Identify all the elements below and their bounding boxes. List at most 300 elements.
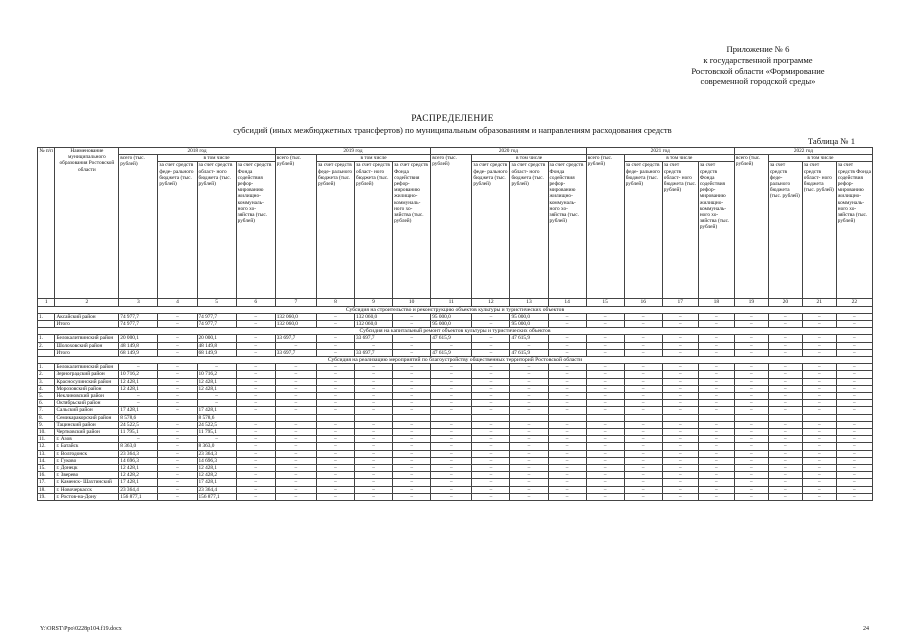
row-value: – xyxy=(236,313,275,320)
row-value: – xyxy=(662,479,698,486)
row-value: – xyxy=(802,321,836,328)
row-value: – xyxy=(586,443,624,450)
row-value: – xyxy=(275,486,316,493)
row-value: 132 060,0 xyxy=(275,321,316,328)
row-value: – xyxy=(316,443,354,450)
row-value: – xyxy=(662,436,698,443)
row-number: 1. xyxy=(38,335,55,342)
row-value: – xyxy=(698,457,734,464)
row-value: – xyxy=(836,335,872,342)
row-value: 12 428,2 xyxy=(197,472,236,479)
row-name: Итого xyxy=(55,321,119,328)
row-value: – xyxy=(158,486,197,493)
row-name: Аксайский район xyxy=(55,313,119,320)
header-fund: за счет средств Фонда содействия рефор- мированию жилищно- коммуналь- ного хо- зяйства (тыс. рублей) xyxy=(393,162,431,299)
row-value: – xyxy=(275,436,316,443)
row-value: – xyxy=(236,479,275,486)
row-value: – xyxy=(698,472,734,479)
row-number: 7. xyxy=(38,407,55,414)
row-value: – xyxy=(624,335,662,342)
row-value: – xyxy=(836,443,872,450)
row-value: – xyxy=(158,349,197,356)
row-value: – xyxy=(236,342,275,349)
row-value: – xyxy=(393,479,431,486)
row-name: Сальский район xyxy=(55,407,119,414)
row-value: – xyxy=(355,472,393,479)
row-value: – xyxy=(548,457,586,464)
row-value: – xyxy=(510,493,548,500)
row-value: – xyxy=(275,364,316,371)
appendix-line: Приложение № 6 xyxy=(726,44,790,54)
row-value: 12 428,1 xyxy=(119,385,158,392)
row-value: 33 697,7 xyxy=(275,349,316,356)
row-value: – xyxy=(734,493,768,500)
row-value: – xyxy=(158,443,197,450)
row-value: – xyxy=(275,472,316,479)
row-value: – xyxy=(236,493,275,500)
row-number: 11. xyxy=(38,436,55,443)
row-value: – xyxy=(393,364,431,371)
row-value: 24 522,5 xyxy=(119,421,158,428)
row-value: – xyxy=(624,378,662,385)
row-value: – xyxy=(510,429,548,436)
row-value: – xyxy=(802,479,836,486)
row-value: – xyxy=(768,465,802,472)
row-value: – xyxy=(548,486,586,493)
row-value xyxy=(158,414,197,421)
row-value: – xyxy=(355,385,393,392)
row-number: 19. xyxy=(38,493,55,500)
row-value: – xyxy=(472,465,510,472)
row-value: – xyxy=(586,436,624,443)
row-value: – xyxy=(734,429,768,436)
row-value: – xyxy=(586,429,624,436)
row-value: – xyxy=(836,407,872,414)
row-value: – xyxy=(734,465,768,472)
row-value: – xyxy=(355,400,393,407)
row-value: – xyxy=(316,349,354,356)
table-row xyxy=(38,385,873,392)
row-value: – xyxy=(316,479,354,486)
row-value: – xyxy=(236,486,275,493)
header-year: 2022 год xyxy=(734,148,872,155)
row-value: – xyxy=(768,429,802,436)
row-value: – xyxy=(393,421,431,428)
row-value: – xyxy=(316,321,354,328)
header-incl: в том числе xyxy=(624,155,734,162)
row-value: – xyxy=(119,400,158,407)
row-value: – xyxy=(586,400,624,407)
row-value: – xyxy=(548,479,586,486)
row-value: – xyxy=(836,465,872,472)
row-number: 6. xyxy=(38,400,55,407)
row-value: – xyxy=(698,313,734,320)
table-row xyxy=(38,342,873,349)
row-value: – xyxy=(316,393,354,400)
row-value: – xyxy=(275,457,316,464)
row-value: 156 877,1 xyxy=(119,493,158,500)
row-value: 23 364,3 xyxy=(197,450,236,457)
row-value: 48 149,8 xyxy=(119,342,158,349)
row-value: – xyxy=(624,313,662,320)
row-value: – xyxy=(624,400,662,407)
row-value: – xyxy=(472,335,510,342)
row-value: – xyxy=(355,407,393,414)
row-value: 17 428,1 xyxy=(197,407,236,414)
row-number: 5. xyxy=(38,393,55,400)
row-value: – xyxy=(393,493,431,500)
row-value: – xyxy=(472,378,510,385)
row-value: – xyxy=(836,493,872,500)
column-number: 9 xyxy=(355,299,393,306)
row-value: – xyxy=(624,429,662,436)
row-value: – xyxy=(236,457,275,464)
row-value: – xyxy=(355,371,393,378)
row-value: – xyxy=(316,364,354,371)
row-value: – xyxy=(510,479,548,486)
row-value: – xyxy=(510,486,548,493)
row-value: – xyxy=(698,443,734,450)
row-value xyxy=(472,414,510,421)
row-value: – xyxy=(355,421,393,428)
row-value: 12 428,1 xyxy=(197,385,236,392)
row-value: – xyxy=(472,479,510,486)
row-name: Белокалитвинский район xyxy=(55,364,119,371)
row-value: 132 060,0 xyxy=(275,313,316,320)
row-value: – xyxy=(472,457,510,464)
row-value: – xyxy=(548,493,586,500)
row-value: – xyxy=(431,407,472,414)
header-incl: в том числе xyxy=(316,155,430,162)
row-number: 15. xyxy=(38,465,55,472)
row-value: – xyxy=(836,349,872,356)
row-value: – xyxy=(431,436,472,443)
table-row xyxy=(38,313,873,320)
row-value: 68 149,9 xyxy=(197,349,236,356)
row-value: – xyxy=(275,371,316,378)
row-value: – xyxy=(316,457,354,464)
row-value: – xyxy=(586,393,624,400)
row-value: – xyxy=(510,407,548,414)
row-number: 13. xyxy=(38,450,55,457)
row-value: – xyxy=(316,313,354,320)
row-value: – xyxy=(624,407,662,414)
row-value: 33 697,7 xyxy=(355,335,393,342)
row-value: – xyxy=(624,457,662,464)
row-value: – xyxy=(734,421,768,428)
table-row xyxy=(38,414,873,421)
row-value xyxy=(624,414,662,421)
row-value: – xyxy=(586,450,624,457)
row-value: – xyxy=(393,450,431,457)
column-number: 2 xyxy=(55,299,119,306)
row-value: – xyxy=(393,486,431,493)
row-number: 14. xyxy=(38,457,55,464)
row-value xyxy=(431,414,472,421)
row-value: – xyxy=(275,465,316,472)
row-value: – xyxy=(275,400,316,407)
row-value: – xyxy=(236,364,275,371)
row-value: – xyxy=(698,493,734,500)
row-value: – xyxy=(734,364,768,371)
row-value: – xyxy=(236,393,275,400)
row-value: – xyxy=(548,421,586,428)
row-value: – xyxy=(802,335,836,342)
row-name: Чертковский район xyxy=(55,429,119,436)
row-value: – xyxy=(836,436,872,443)
row-value: – xyxy=(698,321,734,328)
row-value: – xyxy=(734,457,768,464)
row-value: – xyxy=(662,313,698,320)
row-value xyxy=(768,414,802,421)
row-value: – xyxy=(802,378,836,385)
row-value: 8 363,0 xyxy=(119,443,158,450)
row-value: – xyxy=(624,486,662,493)
row-value: – xyxy=(734,407,768,414)
row-value: – xyxy=(316,436,354,443)
column-number: 5 xyxy=(197,299,236,306)
row-value: – xyxy=(472,421,510,428)
table-row xyxy=(38,493,873,500)
section-title: Субсидия на реализацию мероприятий по благоустройству общественных территорий Ростовской области xyxy=(38,357,873,364)
header-year: 2021 год xyxy=(586,148,734,155)
row-value: – xyxy=(836,486,872,493)
row-value: 17 428,1 xyxy=(119,479,158,486)
row-value: – xyxy=(802,472,836,479)
row-value: 68 149,9 xyxy=(119,349,158,356)
row-value: – xyxy=(698,479,734,486)
row-value: – xyxy=(768,321,802,328)
row-value: 48 149,8 xyxy=(197,342,236,349)
row-number: 17. xyxy=(38,479,55,486)
row-value: – xyxy=(355,429,393,436)
row-value: – xyxy=(431,429,472,436)
row-value: – xyxy=(662,378,698,385)
header-fund: за счет средств Фонда содействия рефор- мированию жилищно- коммуналь- ного хо- зяйства (тыс. рублей) xyxy=(698,162,734,299)
row-value: – xyxy=(698,400,734,407)
row-value: – xyxy=(768,349,802,356)
row-value: – xyxy=(836,393,872,400)
row-value: – xyxy=(802,342,836,349)
row-value: – xyxy=(698,371,734,378)
row-number: 9. xyxy=(38,421,55,428)
row-value: – xyxy=(662,385,698,392)
row-value: – xyxy=(393,349,431,356)
row-value: – xyxy=(586,371,624,378)
table-row xyxy=(38,457,873,464)
row-value xyxy=(698,414,734,421)
column-number: 18 xyxy=(698,299,734,306)
row-value: – xyxy=(698,486,734,493)
row-value: – xyxy=(355,450,393,457)
row-name: г. Волгодонск xyxy=(55,450,119,457)
header-federal: за счет средств феде- рального бюджета (тыс. рублей) xyxy=(472,162,510,299)
row-value: – xyxy=(548,450,586,457)
row-value: – xyxy=(586,472,624,479)
row-value: – xyxy=(355,436,393,443)
row-value: – xyxy=(510,400,548,407)
row-value: – xyxy=(316,385,354,392)
row-value: – xyxy=(662,443,698,450)
table-row xyxy=(38,436,873,443)
header-federal: за счет средств феде- рального бюджета (тыс. рублей) xyxy=(316,162,354,299)
row-value: – xyxy=(548,400,586,407)
row-value: – xyxy=(698,429,734,436)
row-value: – xyxy=(510,457,548,464)
row-value: – xyxy=(275,493,316,500)
row-value: 14 696,3 xyxy=(119,457,158,464)
row-number: 16. xyxy=(38,472,55,479)
row-name: Итого xyxy=(55,349,119,356)
row-value: 12 428,1 xyxy=(119,465,158,472)
row-value: – xyxy=(734,335,768,342)
row-name: г. Ростов-на-Дону xyxy=(55,493,119,500)
row-value: – xyxy=(355,486,393,493)
header-regional: за счет средств област- ного бюджета (тыс. рублей) xyxy=(662,162,698,299)
row-value: – xyxy=(472,443,510,450)
table-row xyxy=(38,349,873,356)
row-value: – xyxy=(236,421,275,428)
row-value: – xyxy=(586,378,624,385)
row-value: – xyxy=(734,349,768,356)
row-value: – xyxy=(393,429,431,436)
row-value: 11 795,1 xyxy=(197,429,236,436)
row-name: Неклиновский район xyxy=(55,393,119,400)
row-value: – xyxy=(548,472,586,479)
row-value: – xyxy=(836,429,872,436)
row-value: – xyxy=(393,400,431,407)
row-value: 23 364,4 xyxy=(197,486,236,493)
row-value: – xyxy=(158,450,197,457)
row-value: 47 615,9 xyxy=(510,335,548,342)
row-value: – xyxy=(355,465,393,472)
row-value: – xyxy=(316,335,354,342)
row-value: – xyxy=(698,364,734,371)
row-value: 10 716,2 xyxy=(119,371,158,378)
row-value xyxy=(734,414,768,421)
row-value: – xyxy=(236,371,275,378)
row-value: – xyxy=(768,450,802,457)
row-value: – xyxy=(768,342,802,349)
row-value: – xyxy=(802,429,836,436)
header-year: 2018 год xyxy=(119,148,275,155)
row-value: – xyxy=(624,364,662,371)
row-value: – xyxy=(275,443,316,450)
row-value xyxy=(802,414,836,421)
row-value: – xyxy=(510,393,548,400)
row-value: – xyxy=(275,385,316,392)
row-value: – xyxy=(431,486,472,493)
section-title: Субсидия на капитальный ремонт объектов культуры и туристических объектов xyxy=(38,328,873,335)
row-number: 8. xyxy=(38,414,55,421)
document-subtitle: субсидий (иных межбюджетных трансфертов) по муниципальным образованиям и направлениям расходования средств xyxy=(233,125,672,135)
row-value: – xyxy=(768,479,802,486)
row-value: – xyxy=(236,349,275,356)
row-value: – xyxy=(316,378,354,385)
row-value: – xyxy=(624,465,662,472)
row-value xyxy=(316,414,354,421)
row-value: – xyxy=(548,371,586,378)
row-value: – xyxy=(768,472,802,479)
row-value: – xyxy=(431,400,472,407)
row-value: – xyxy=(472,450,510,457)
row-value: – xyxy=(431,472,472,479)
section-title: Субсидия на строительство и реконструкцию объектов культуры и туристических объектов xyxy=(38,306,873,313)
row-value: 12 428,1 xyxy=(197,465,236,472)
row-value: – xyxy=(393,465,431,472)
row-value: – xyxy=(836,450,872,457)
row-value: – xyxy=(624,443,662,450)
row-value: – xyxy=(548,443,586,450)
row-value: – xyxy=(316,342,354,349)
row-value: – xyxy=(586,479,624,486)
row-value: 132 060,0 xyxy=(355,313,393,320)
row-value: – xyxy=(768,400,802,407)
row-value: – xyxy=(393,342,431,349)
table-row xyxy=(38,400,873,407)
row-value: – xyxy=(236,378,275,385)
row-value: – xyxy=(510,443,548,450)
column-number: 3 xyxy=(119,299,158,306)
column-number: 7 xyxy=(275,299,316,306)
row-value xyxy=(836,414,872,421)
row-value: – xyxy=(236,400,275,407)
row-value: – xyxy=(586,465,624,472)
row-value: – xyxy=(548,335,586,342)
row-value: – xyxy=(431,479,472,486)
distribution-table xyxy=(37,147,873,501)
row-value: – xyxy=(316,400,354,407)
row-value: – xyxy=(624,479,662,486)
row-value: 24 522,5 xyxy=(197,421,236,428)
row-value: – xyxy=(236,385,275,392)
row-value: – xyxy=(624,385,662,392)
row-value: – xyxy=(836,342,872,349)
header-federal: за счет средств феде- рального бюджета (тыс. рублей) xyxy=(624,162,662,299)
row-value: – xyxy=(768,393,802,400)
row-value: – xyxy=(802,371,836,378)
row-value: – xyxy=(431,465,472,472)
row-value: – xyxy=(662,321,698,328)
row-value xyxy=(548,414,586,421)
row-value: – xyxy=(836,421,872,428)
table-label: Таблица № 1 xyxy=(807,136,855,146)
row-value: – xyxy=(431,443,472,450)
row-value xyxy=(355,414,393,421)
row-value: – xyxy=(802,493,836,500)
row-number xyxy=(38,321,55,328)
header-total: всего (тыс. рублей) xyxy=(275,155,316,299)
row-value: – xyxy=(698,407,734,414)
column-number: 16 xyxy=(624,299,662,306)
row-value: – xyxy=(768,385,802,392)
row-value: – xyxy=(734,479,768,486)
row-name: Морозовский район xyxy=(55,385,119,392)
row-value: 11 795,1 xyxy=(119,429,158,436)
row-value: – xyxy=(236,450,275,457)
row-value: – xyxy=(197,364,236,371)
header-fund: за счет средств Фонда содействия рефор- мированию жилищно- коммуналь- ного хо- зяйства (тыс. рублей) xyxy=(548,162,586,299)
row-value: 33 697,7 xyxy=(355,349,393,356)
row-value: – xyxy=(836,313,872,320)
table-row xyxy=(38,364,873,371)
row-value: – xyxy=(768,421,802,428)
row-value: – xyxy=(836,385,872,392)
row-value: – xyxy=(158,436,197,443)
row-value: – xyxy=(275,429,316,436)
row-value: – xyxy=(472,349,510,356)
table-row xyxy=(38,450,873,457)
